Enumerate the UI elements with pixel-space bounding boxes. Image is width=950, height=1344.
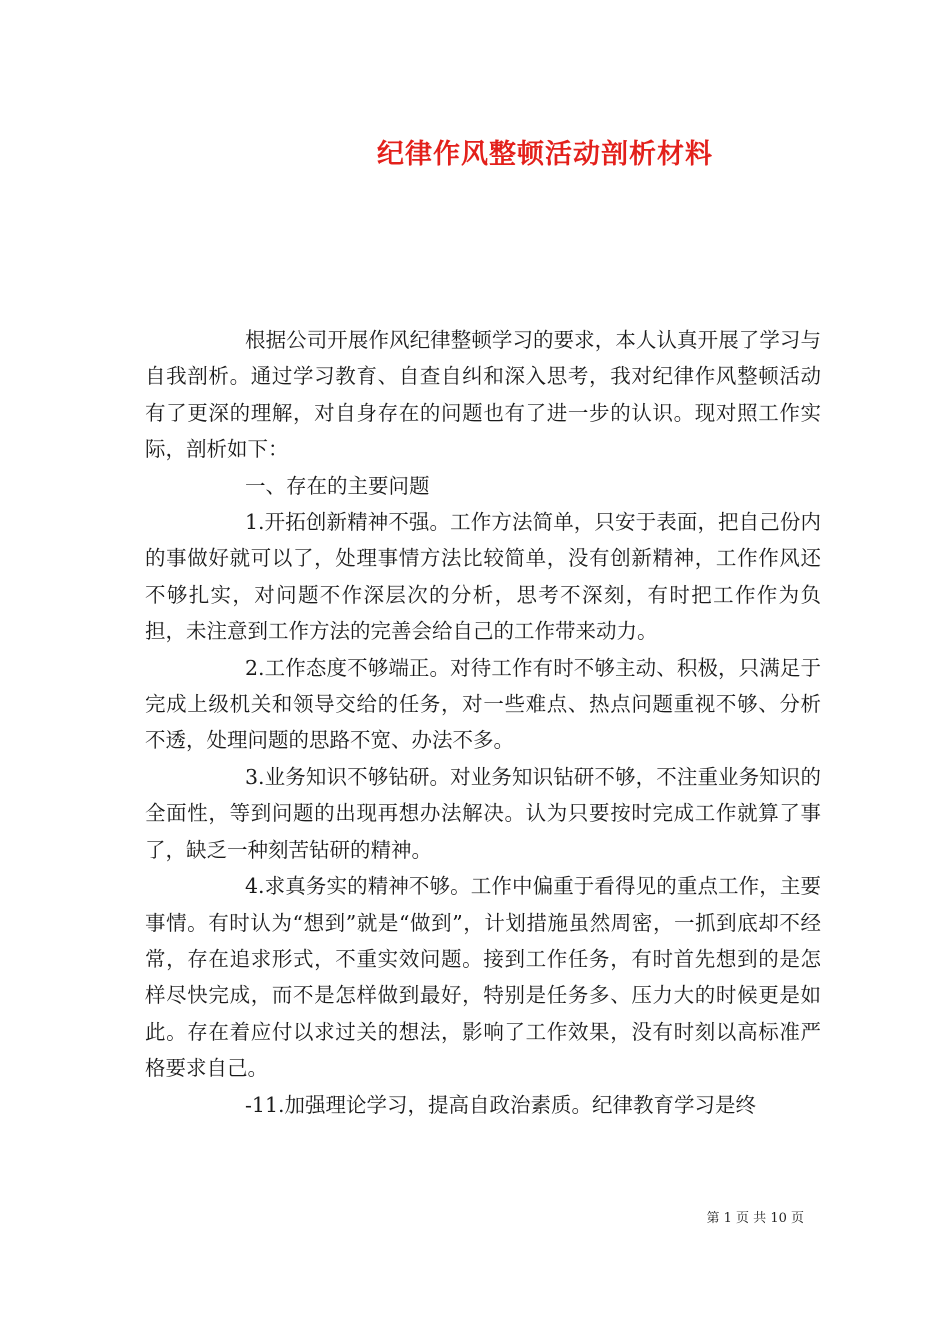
paragraph-item-4: 4.求真务实的精神不够。工作中偏重于看得见的重点工作，主要事情。有时认为“想到”就是“做到”，计划措施虽然周密，一抓到底却不经常，存在追求形式，不重实效问题。接到工作任务，有时首先想到的是怎样尽快完成，而不是怎样做到最好，特别是任务多、压力大的时候更是如此。存在着应付以求过关的想法，影响了工作效果，没有时刻以高标准严格要求自己。 bbox=[145, 874, 821, 1081]
section-heading: 一、存在的主要问题 bbox=[245, 473, 430, 498]
paragraph-continuation: -11.加强理论学习，提高自政治素质。纪律教育学习是终 bbox=[245, 1092, 757, 1117]
page-number-footer: 第 1 页 共 10 页 bbox=[706, 1211, 804, 1226]
document-title: 纪律作风整顿活动剖析材料 bbox=[377, 139, 713, 170]
paragraph-intro: 根据公司开展作风纪律整顿学习的要求，本人认真开展了学习与自我剖析。通过学习教育、自查自纠和深入思考，我对纪律作风整顿活动有了更深的理解，对自身存在的问题也有了进一步的认识。现对照工作实际，剖析如下： bbox=[145, 328, 821, 462]
paragraph-item-3: 3.业务知识不够钻研。对业务知识钻研不够，不注重业务知识的全面性，等到问题的出现再想办法解决。认为只要按时完成工作就算了事了，缺乏一种刻苦钻研的精神。 bbox=[145, 764, 821, 862]
document-body bbox=[145, 322, 821, 1123]
paragraph-item-2: 2.工作态度不够端正。对待工作有时不够主动、积极，只满足于完成上级机关和领导交给的任务，对一些难点、热点问题重视不够、分析不透，处理问题的思路不宽、办法不多。 bbox=[145, 655, 821, 753]
paragraph-item-1: 1.开拓创新精神不强。工作方法简单，只安于表面，把自己份内的事做好就可以了，处理事情方法比较简单，没有创新精神，工作作风还不够扎实，对问题不作深层次的分析，思考不深刻，有时把工作作为负担，未注意到工作方法的完善会给自己的工作带来动力。 bbox=[145, 510, 821, 644]
